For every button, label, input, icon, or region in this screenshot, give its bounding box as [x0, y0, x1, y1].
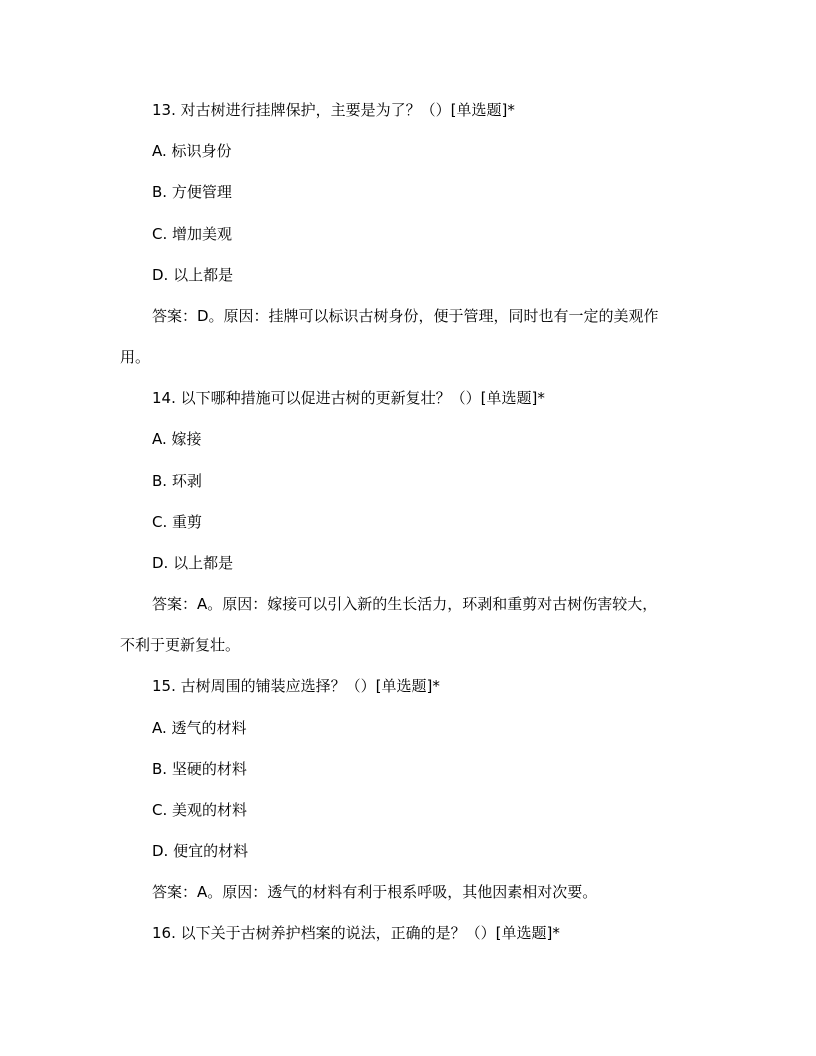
question-15-option-b: B. 坚硬的材料 — [152, 760, 247, 778]
question-14-option-d: D. 以上都是 — [152, 554, 234, 572]
question-15-option-d: D. 便宜的材料 — [152, 842, 249, 860]
question-13-option-d: D. 以上都是 — [152, 266, 234, 284]
question-15-option-a: A. 透气的材料 — [152, 719, 247, 737]
question-13-answer-continued: 用。 — [120, 348, 151, 366]
question-14-option-b: B. 环剥 — [152, 472, 202, 490]
question-13-option-a: A. 标识身份 — [152, 142, 232, 160]
question-14-option-c: C. 重剪 — [152, 513, 203, 531]
question-13-option-c: C. 增加美观 — [152, 225, 233, 243]
question-15-stem: 15. 古树周围的铺装应选择？（）[单选题]* — [152, 677, 440, 695]
question-15-option-c: C. 美观的材料 — [152, 801, 248, 819]
question-16-stem: 16. 以下关于古树养护档案的说法，正确的是？（）[单选题]* — [152, 924, 560, 942]
question-13-option-b: B. 方便管理 — [152, 183, 232, 201]
question-13-stem: 13. 对古树进行挂牌保护，主要是为了？（）[单选题]* — [152, 101, 515, 119]
question-14-answer-continued: 不利于更新复壮。 — [120, 636, 241, 654]
question-14-stem: 14. 以下哪种措施可以促进古树的更新复壮？（）[单选题]* — [152, 389, 545, 407]
question-14-answer: 答案：A。原因：嫁接可以引入新的生长活力，环剥和重剪对古树伤害较大， — [152, 595, 658, 613]
question-13-answer: 答案：D。原因：挂牌可以标识古树身份，便于管理，同时也有一定的美观作 — [152, 307, 659, 325]
question-14-option-a: A. 嫁接 — [152, 430, 202, 448]
question-15-answer: 答案：A。原因：透气的材料有利于根系呼吸，其他因素相对次要。 — [152, 883, 598, 901]
